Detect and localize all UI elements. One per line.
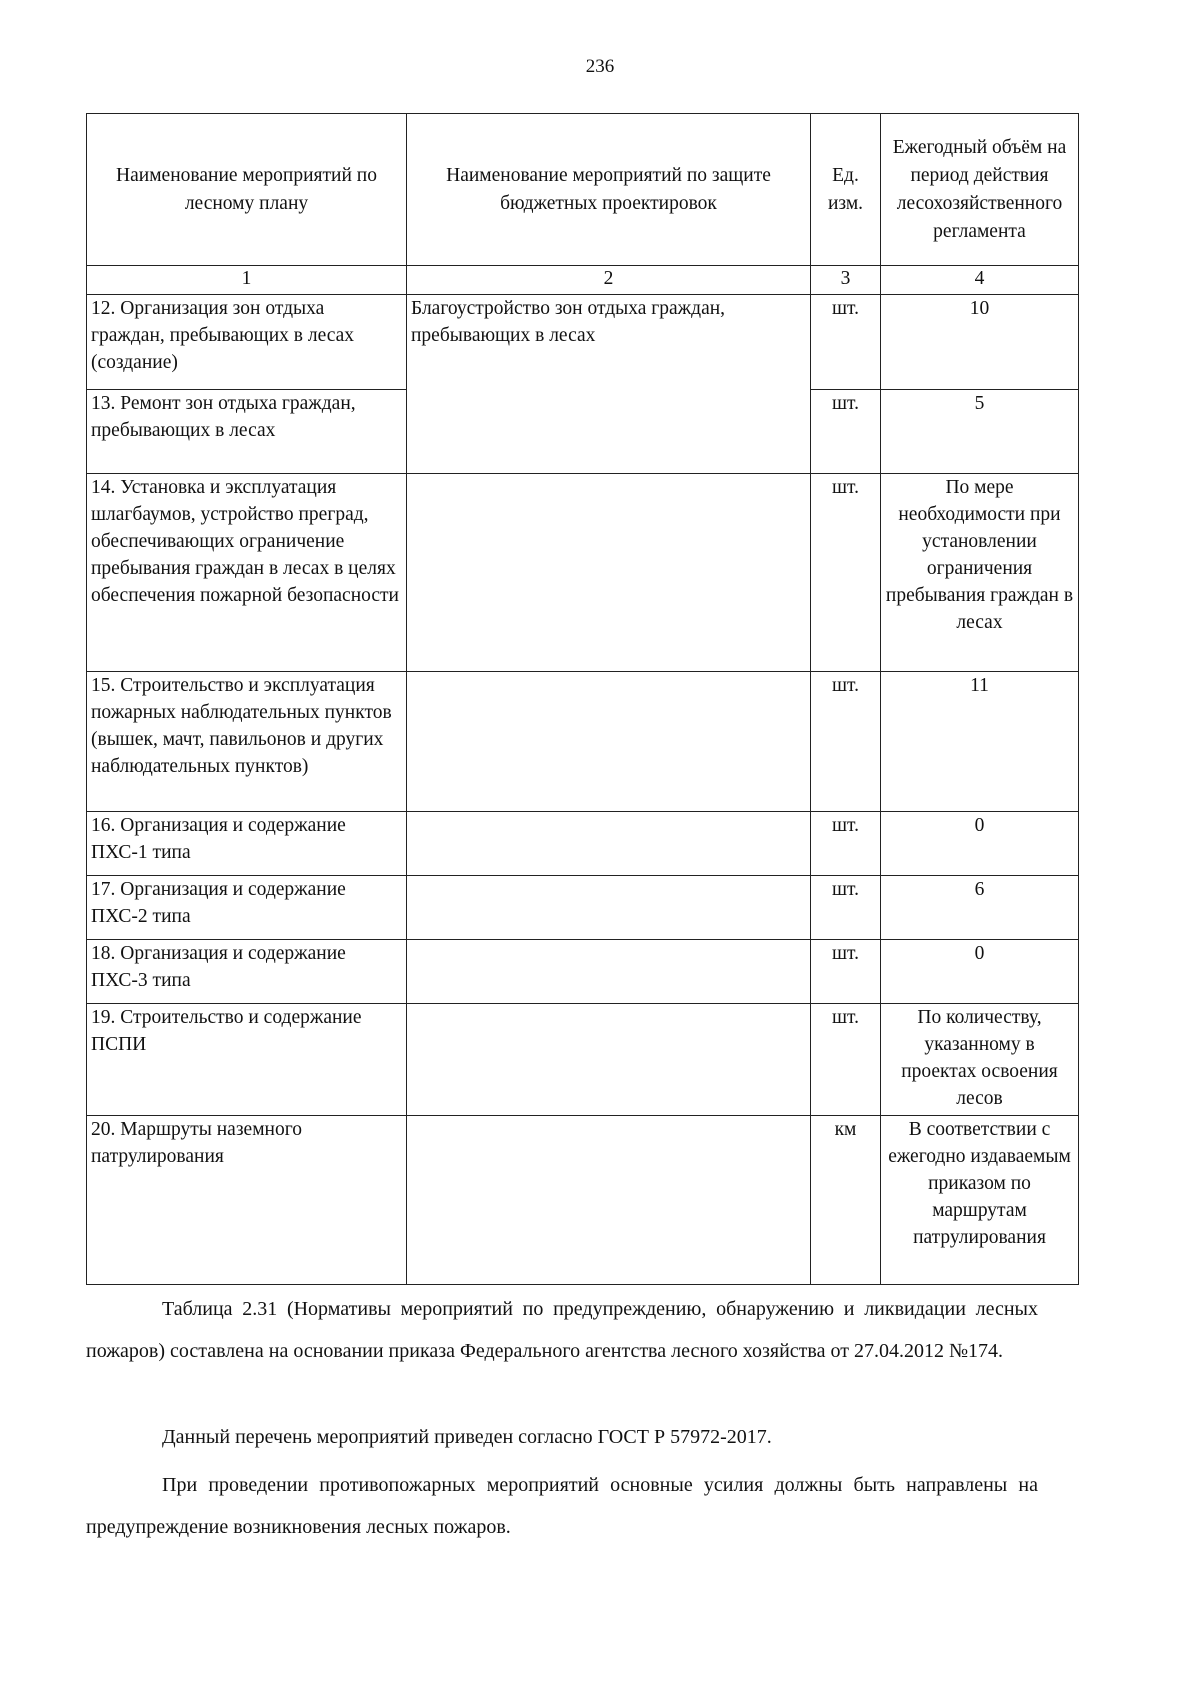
row-unit: шт. — [811, 474, 881, 672]
row-name: 19. Строительство и содержание ПСПИ — [87, 1004, 407, 1116]
row-amount: 6 — [881, 876, 1079, 940]
page-number: 236 — [585, 56, 615, 77]
row-unit: шт. — [811, 672, 881, 812]
table-row — [87, 812, 1079, 876]
table-source-paragraph: Таблица 2.31 (Нормативы мероприятий по предупреждению, обнаружению и ликвидации лесных пожаров) составлена на основании приказа Федерального агентства лесного хозяйства от 27.04.2012 №174. — [86, 1298, 1038, 1362]
row-amount: По мере необходимости при установлении ограничения пребывания граждан в лесах — [881, 474, 1079, 672]
table-row — [87, 1004, 1079, 1116]
row-measure — [407, 1116, 811, 1285]
header-forest-plan-measures: Наименование мероприятий по лесному плану — [87, 114, 407, 266]
row-measure — [407, 940, 811, 1004]
row-unit: шт. — [811, 1004, 881, 1116]
row-amount: В соответствии с ежегодно издаваемым приказом по маршрутам патрулирования — [881, 1116, 1079, 1285]
table-row — [87, 672, 1079, 812]
row-amount: 0 — [881, 940, 1079, 1004]
gost-paragraph: Данный перечень мероприятий приведен согласно ГОСТ Р 57972-2017. — [162, 1426, 772, 1448]
column-number: 1 — [87, 266, 407, 295]
row-unit: шт. — [811, 940, 881, 1004]
table-row — [87, 1116, 1079, 1285]
table-row — [87, 474, 1079, 672]
table-row — [87, 940, 1079, 1004]
row-name: 20. Маршруты наземного патрулирования — [87, 1116, 407, 1285]
row-amount: 5 — [881, 390, 1079, 474]
shared-measure-cell: Благоустройство зон отдыха граждан, пребывающих в лесах — [407, 295, 811, 474]
row-name: 13. Ремонт зон отдыха граждан, пребывающих в лесах — [87, 390, 407, 474]
column-number: 4 — [881, 266, 1079, 295]
fire-measures-table — [86, 113, 1079, 1285]
row-measure — [407, 672, 811, 812]
row-measure — [407, 812, 811, 876]
row-amount: 11 — [881, 672, 1079, 812]
table-row — [87, 876, 1079, 940]
row-unit: км — [811, 1116, 881, 1285]
row-unit: шт. — [811, 812, 881, 876]
header-unit: Ед. изм. — [811, 114, 881, 266]
column-number: 3 — [811, 266, 881, 295]
prevention-paragraph: При проведении противопожарных мероприятий основные усилия должны быть направлены на предупреждение возникновения лесных пожаров. — [86, 1474, 1038, 1538]
header-row — [87, 114, 1079, 266]
table-row — [87, 295, 1079, 390]
row-name: 14. Установка и эксплуатация шлагбаумов, устройство преград, обеспечивающих ограничение пребывания граждан в лесах в целях обеспечения пожарной безопасности — [87, 474, 407, 672]
header-annual-volume: Ежегодный объём на период действия лесохозяйственного регламента — [881, 114, 1079, 266]
row-amount: 0 — [881, 812, 1079, 876]
row-amount: По количеству, указанному в проектах освоения лесов — [881, 1004, 1079, 1116]
row-name: 15. Строительство и эксплуатация пожарных наблюдательных пунктов (вышек, мачт, павильонов и других наблюдательных пунктов) — [87, 672, 407, 812]
row-measure — [407, 876, 811, 940]
row-name: 17. Организация и содержание ПХС-2 типа — [87, 876, 407, 940]
column-number-row — [87, 266, 1079, 295]
row-measure — [407, 474, 811, 672]
row-amount: 10 — [881, 295, 1079, 390]
header-budget-measures: Наименование мероприятий по защите бюджетных проектировок — [407, 114, 811, 266]
row-name: 16. Организация и содержание ПХС-1 типа — [87, 812, 407, 876]
row-measure — [407, 1004, 811, 1116]
row-unit: шт. — [811, 876, 881, 940]
row-unit: шт. — [811, 295, 881, 390]
row-name: 18. Организация и содержание ПХС-3 типа — [87, 940, 407, 1004]
row-unit: шт. — [811, 390, 881, 474]
row-name: 12. Организация зон отдыха граждан, пребывающих в лесах (создание) — [87, 295, 407, 390]
column-number: 2 — [407, 266, 811, 295]
